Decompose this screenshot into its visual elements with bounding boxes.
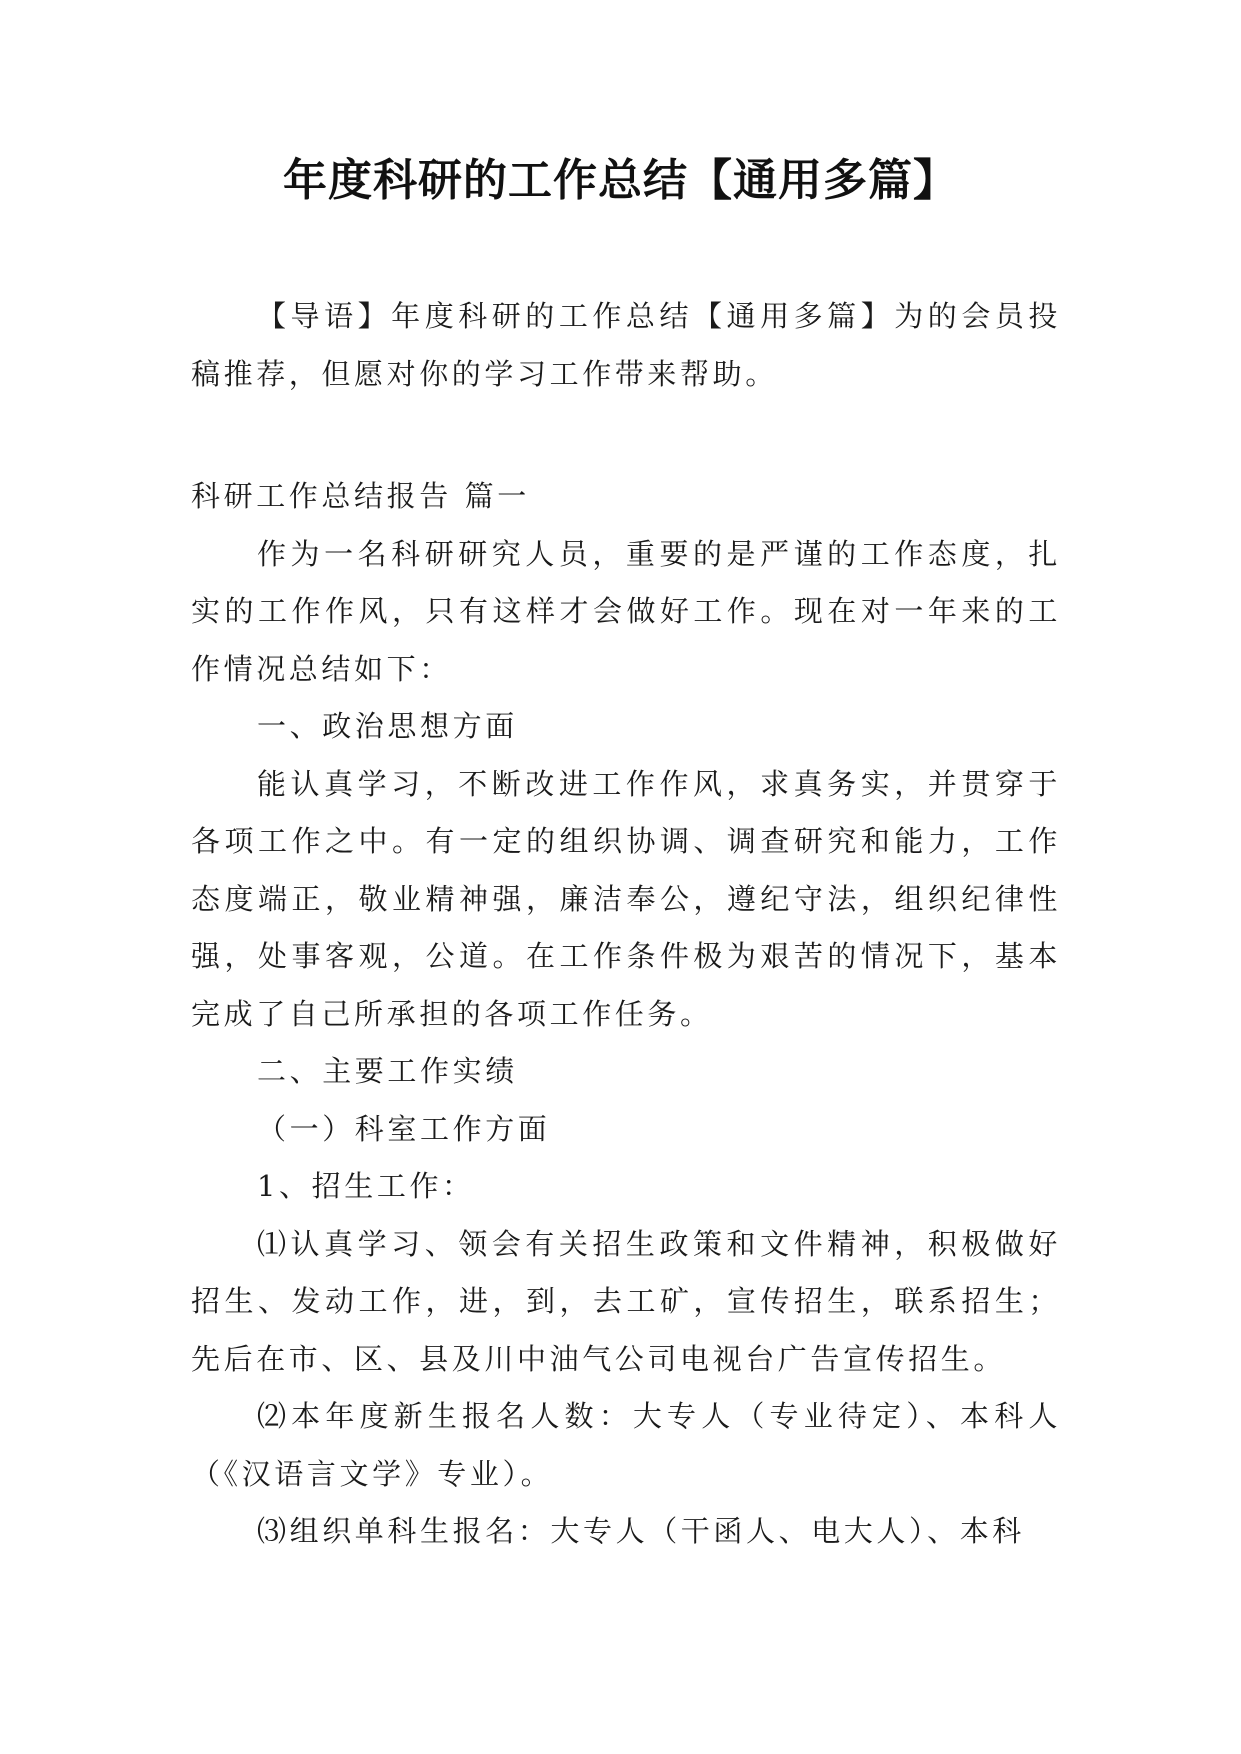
list-item: ⑴认真学习、领会有关招生政策和文件精神，积极做好招生、发动工作，进，到，去工矿，宣传招生，联系招生；先后在市、区、县及川中油气公司电视台广告宣传招生。 (191, 1226, 1061, 1376)
paragraph-spacer (191, 403, 1061, 468)
list-item: ⑵本年度新生报名人数：大专人（专业待定）、本科人（《汉语言文学》专业）。 (191, 1399, 1061, 1491)
subsection-heading: 二、主要工作实绩 (257, 1054, 518, 1088)
document-body (191, 288, 1061, 1561)
document-title: 年度科研的工作总结【通用多篇】 (283, 155, 958, 206)
section-heading: 科研工作总结报告 篇一 (191, 479, 530, 513)
subsection-heading: 一、政治思想方面 (257, 709, 518, 743)
list-heading: 1、招生工作： (257, 1169, 475, 1203)
body-paragraph: 能认真学习，不断改进工作作风，求真务实，并贯穿于各项工作之中。有一定的组织协调、调查研究和能力，工作态度端正，敬业精神强，廉洁奉公，遵纪守法，组织纪律性强，处事客观，公道。在工作条件极为艰苦的情况下，基本完成了自己所承担的各项工作任务。 (191, 766, 1061, 1031)
list-item: ⑶组织单科生报名：大专人（干函人、电大人）、本科 (257, 1514, 1025, 1548)
intro-paragraph: 【导语】年度科研的工作总结【通用多篇】为的会员投稿推荐，但愿对你的学习工作带来帮助。 (191, 299, 1061, 391)
body-paragraph: 作为一名科研研究人员，重要的是严谨的工作态度，扎实的工作作风，只有这样才会做好工作。现在对一年来的工作情况总结如下： (191, 536, 1061, 686)
subsection-heading: （一）科室工作方面 (257, 1111, 551, 1146)
